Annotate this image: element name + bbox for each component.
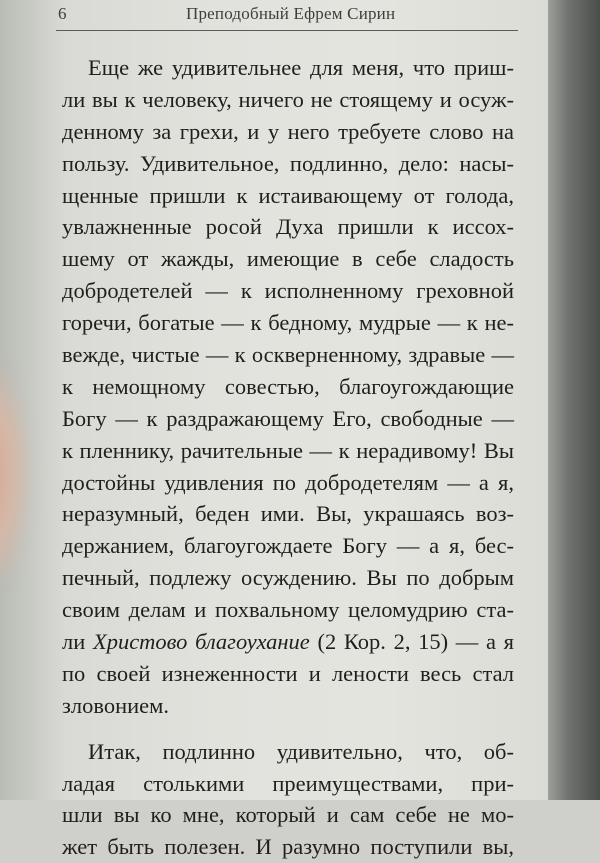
text-line: шли вы ко мне, который и сам себе не мо- xyxy=(62,802,514,828)
text-line: Еще же удивительнее для меня, что приш- xyxy=(88,55,514,80)
text-line: ладая столькими преимуществами, при- xyxy=(62,770,514,796)
finger-blur xyxy=(0,360,30,590)
text-line: держанием, благоугождаете Богу — а я, бес- xyxy=(62,533,514,559)
text-line: щенные пришли к истаивающему от голода, xyxy=(62,182,514,208)
page-header xyxy=(0,0,548,28)
text-line: увлажненные росой Духа пришли к иссох- xyxy=(62,214,514,240)
text-line: вежде, чистые — к оскверненному, здравые — xyxy=(62,342,514,368)
text-line: жет быть полезен. И разумно поступили вы, xyxy=(62,834,514,860)
text-line: по своей изнеженности и лености весь стал xyxy=(62,660,514,686)
text-line: ли вы к человеку, ничего не стоящему и осуж- xyxy=(62,86,514,112)
text-line: добродетелей — к исполненному греховной xyxy=(62,278,514,304)
text-line: достойны удивления по добродетелям — а я, xyxy=(62,469,514,495)
text-line: неразумный, беден ими. Вы, украшаясь воз- xyxy=(62,501,514,527)
text-line: денному за грехи, и у него требуете слово на xyxy=(62,118,514,144)
text-line: зловонием. xyxy=(62,692,170,718)
citation-reference: (2 Кор. 2, 15) — а я xyxy=(309,629,514,655)
text-line: Богу — к раздражающему Его, свободные — xyxy=(62,405,514,431)
text-line-citation xyxy=(62,626,514,658)
paragraph-2 xyxy=(62,736,514,863)
text-line: печный, подлежу осуждению. Вы по добрым xyxy=(62,565,514,591)
text-line: к немощному совестью, благоугождающие xyxy=(62,373,514,399)
paragraph-1 xyxy=(62,52,514,722)
running-title: Преподобный Ефрем Сирин xyxy=(186,4,396,23)
italic-quote: Христово благоухание xyxy=(92,629,310,655)
text-line: шему от жажды, имеющие в себе сладость xyxy=(62,246,514,272)
header-rule xyxy=(56,30,518,31)
text-line: горечи, богатые — к бедному, мудрые — к не- xyxy=(62,310,514,336)
text-line: Итак, подлинно удивительно, что, об- xyxy=(88,738,514,764)
page-edge-shadow xyxy=(548,0,600,800)
text-line: пользу. Удивительное, подлинно, дело: насы- xyxy=(62,150,514,176)
line-prefix: ли xyxy=(62,629,93,655)
page-number: 6 xyxy=(58,4,67,23)
paragraph-gap xyxy=(62,722,514,736)
body-text xyxy=(62,52,514,863)
text-line: своим делам и похвальному целомудрию ста- xyxy=(62,597,514,623)
text-line: к пленнику, рачительные — к нерадивому! Вы xyxy=(62,437,514,463)
